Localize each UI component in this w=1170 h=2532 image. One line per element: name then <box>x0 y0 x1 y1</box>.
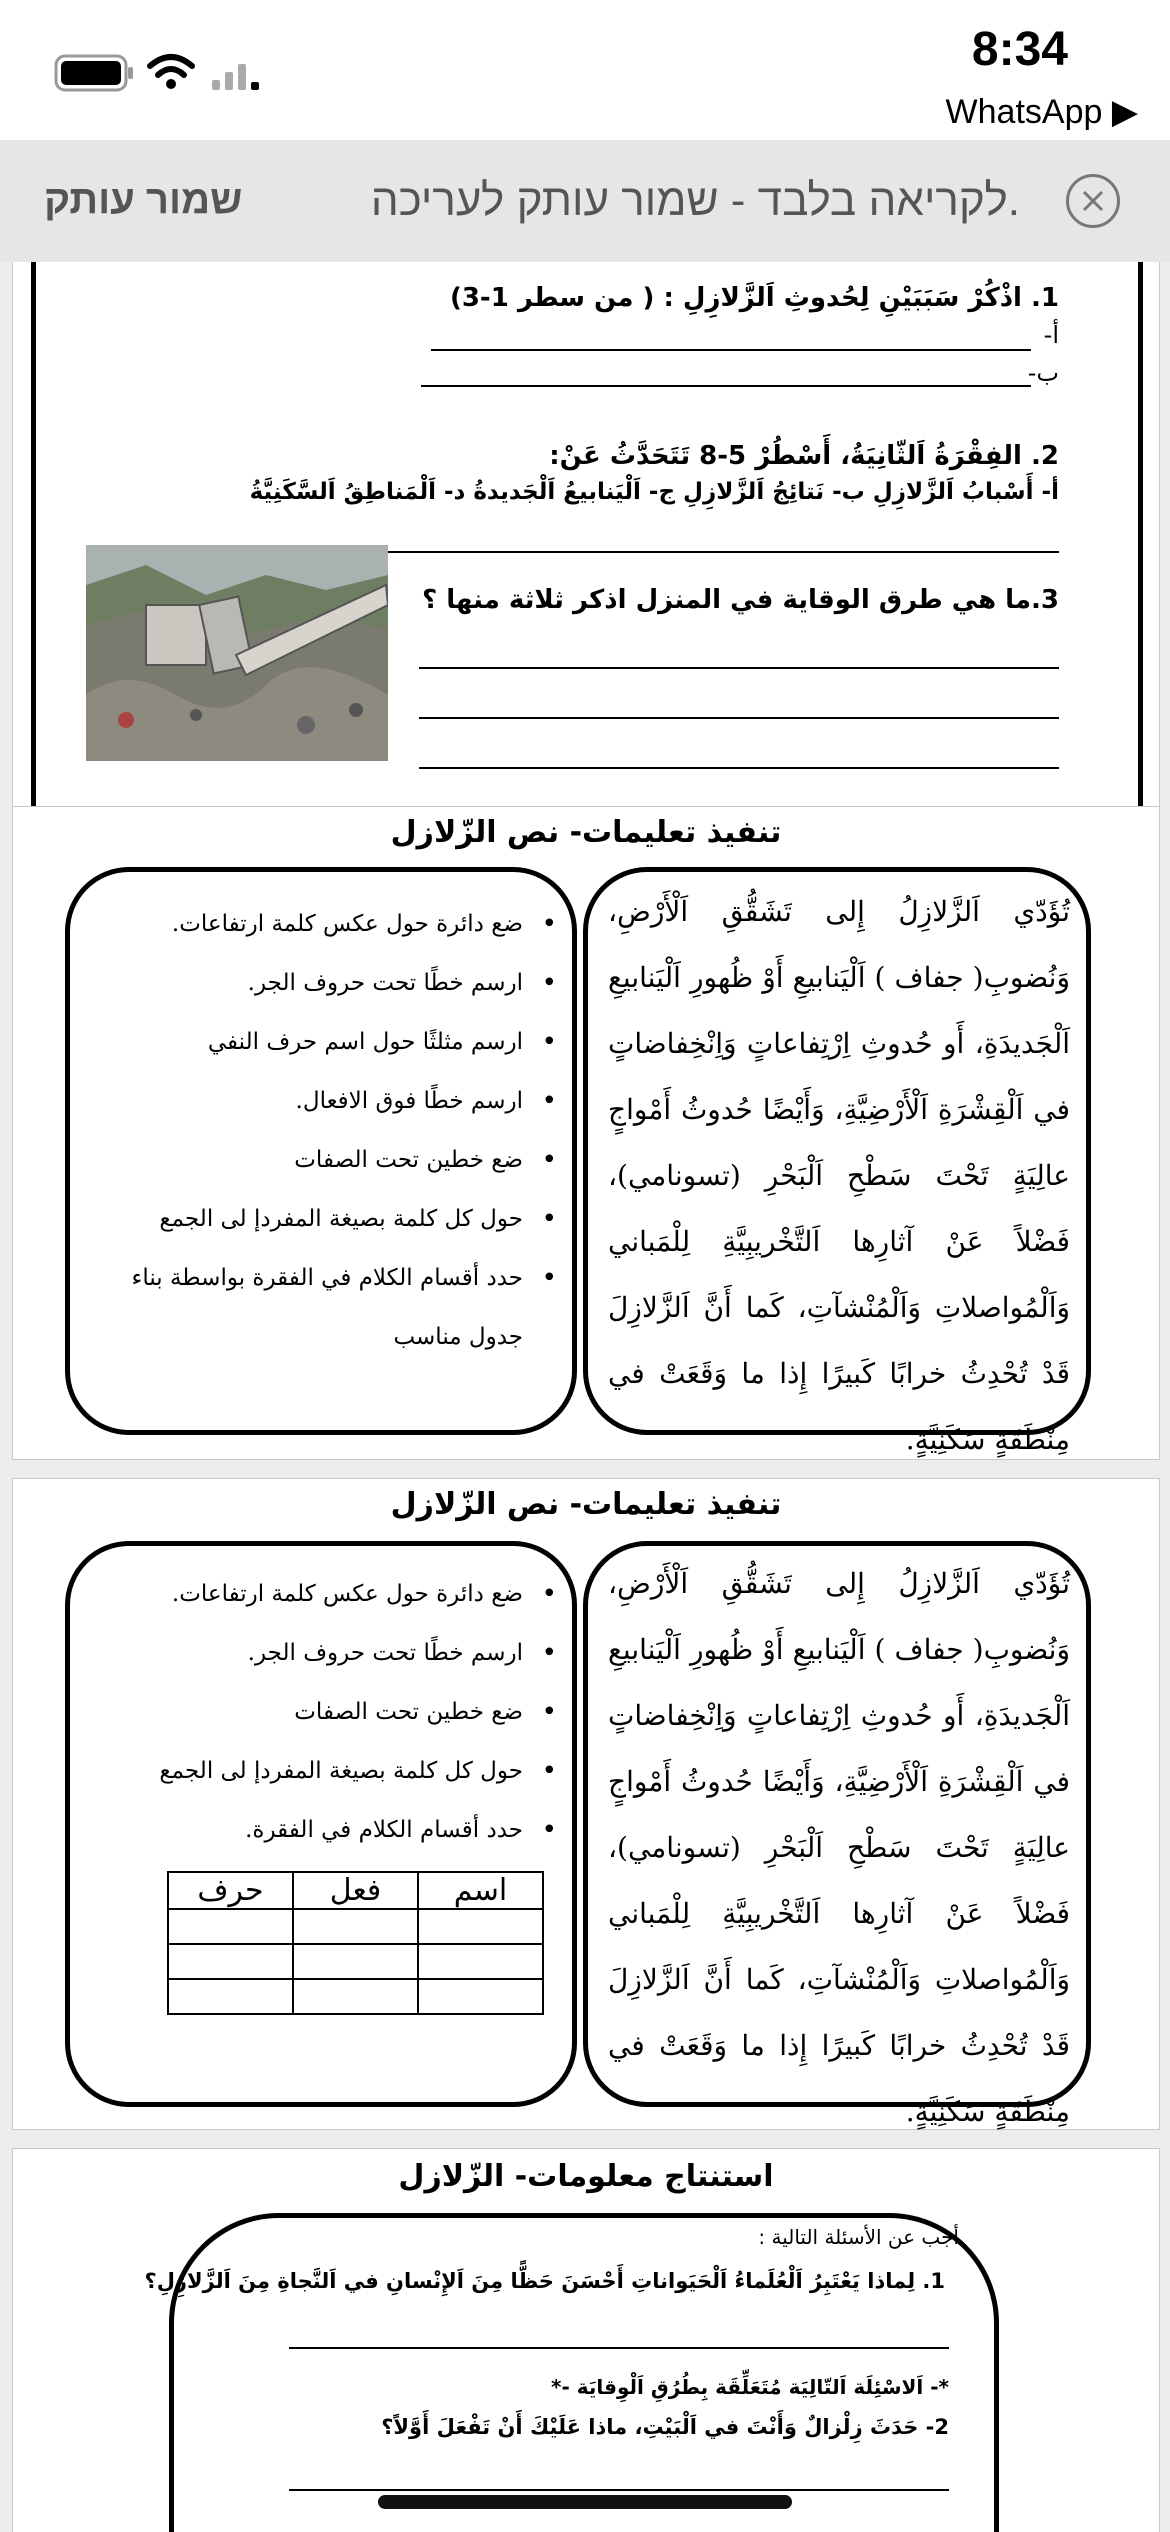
table-cell[interactable] <box>168 1909 293 1944</box>
questions-lead: أجب عن الأسئلة التالية : <box>758 2225 959 2249</box>
document-viewer[interactable] <box>0 262 1170 2532</box>
back-to-app-link[interactable]: WhatsApp ▶ <box>945 93 1138 131</box>
question-2: 2. الفِقْرَةُ اَلثّانِيَةُ، أَسْطُرْ 5-8 تَتَحَدَّثُ عَنْ: <box>549 441 1059 471</box>
section-title: تنفيذ تعليمات- نص الزّلازل <box>390 815 782 850</box>
read-only-banner <box>0 140 1170 264</box>
table-cell[interactable] <box>168 1944 293 1979</box>
table-cell[interactable] <box>418 1909 543 1944</box>
answer-line[interactable] <box>421 385 1031 387</box>
answer-line[interactable] <box>431 349 1031 351</box>
table-cell[interactable] <box>293 1979 418 2014</box>
clock: 8:34 <box>971 23 1068 76</box>
questions-frame <box>169 2213 999 2532</box>
question-3: 3.ما هي طرق الوقاية في المنزل اذكر ثلاثة منها ؟ <box>422 585 1059 615</box>
table-header-verb: فعل <box>293 1872 418 1909</box>
instruction-item: • ضع خطين تحت الصفات <box>113 1131 523 1190</box>
instruction-item: • ارسم خطًا تحت حروف الجر. <box>113 954 523 1013</box>
question-1-a-label: أ- <box>1043 321 1059 349</box>
table-cell[interactable] <box>418 1944 543 1979</box>
table-cell[interactable] <box>293 1909 418 1944</box>
status-bar <box>0 0 1170 140</box>
wifi-icon <box>146 52 196 90</box>
instructions-list <box>113 1565 557 1860</box>
prevention-note: *- اَلاسْئِلَة اَلتّالِيَة مُتَعَلِّقَة بِطُرُقِ اَلْوِقايَة -* <box>551 2375 949 2399</box>
instruction-item: • ارسم خطًا تحت حروف الجر. <box>113 1624 523 1683</box>
instruction-item: • حول كل كلمة بصيغة المفردإ لى الجمع <box>113 1190 523 1249</box>
section-title: تنفيذ تعليمات- نص الزّلازل <box>390 1487 782 1522</box>
question-1: 1. اذْكُرْ سَبَبَيْنِ لِحُدوثِ اَلزَّلازِلِ : ( من سطر 1-3) <box>449 283 1059 313</box>
table-cell[interactable] <box>418 1979 543 2014</box>
earthquake-photo <box>86 545 388 761</box>
passage-text: تُؤَدّي اَلزَّلازِلُ إِلى تَشَقُّقِ اَلْأَرْضِ، وَنُضوبِ( جفاف ) اَلْيَنابيعِ أَوْ ظُهورِ اَلْيَنابيعِ اَلْجَديدَةِ، أَو حُدوثِ اِرْتِفاعاتٍ وَاِنْخِفاضاتٍ في اَلْقِشْرَةِ اَلْأَرْضِيَّةِ، وَأَيْضًا حُدوثُ أَمْواجٍ عالِيَةٍ تَحْتَ سَطْحِ اَلْبَحْرِ (تسونامي)، فَضْلاً عَنْ آثارِها اَلتَّخْريبِيَّةِ لِلْمَباني وَاَلْمُواصلاتِ وَاَلْمُنْشآتِ، كَما أَنَّ اَلزَّلازِلَ قَدْ تُحْدِثُ خرابًا كَبيرًا إِذا ما وَقَعَتْ في مِنْطَقَةٍ سَكَنِيَّةٍ. <box>608 895 1070 1456</box>
answer-line[interactable] <box>289 2347 949 2349</box>
home-indicator[interactable] <box>378 2495 792 2509</box>
save-copy-button[interactable]: שמור עותק <box>44 178 243 222</box>
instruction-item: • ضع دائرة حول عكس كلمة ارتفاعات. <box>113 1565 523 1624</box>
instruction-item: • حدد أقسام الكلام في الفقرة. <box>113 1801 523 1860</box>
read-only-message: לקריאה בלבד - שמור עותק לעריכה. <box>370 176 1020 225</box>
question-1-b-label: ب- <box>1027 359 1059 387</box>
answer-line[interactable] <box>419 667 1059 669</box>
answer-line[interactable] <box>419 717 1059 719</box>
page-4 <box>12 2148 1160 2532</box>
instruction-item: • حدد أقسام الكلام في الفقرة بواسطة بناء جدول مناسب <box>113 1249 523 1367</box>
close-icon[interactable] <box>1066 174 1120 228</box>
section-title: استنتاج معلومات- الزّلازل <box>398 2159 774 2194</box>
cellular-signal-icon <box>210 56 266 92</box>
answer-line[interactable] <box>289 2489 949 2491</box>
answer-line[interactable] <box>419 767 1059 769</box>
table-cell[interactable] <box>168 1979 293 2014</box>
instructions-list <box>113 895 557 1367</box>
question-2-options: أ- أَسْبابُ اَلزَّلازِلِ ب- نَتائِجُ اَلزَّلازِلِ ج- اَلْيَنابيعُ اَلْجَديدةُ د- اَلْمَناطِقُ اَلسَّكَنِيَّةُ <box>249 479 1059 505</box>
passage-text: تُؤَدّي اَلزَّلازِلُ إِلى تَشَقُّقِ اَلْأَرْضِ، وَنُضوبِ( جفاف ) اَلْيَنابيعِ أَوْ ظُهورِ اَلْيَنابيعِ اَلْجَديدَةِ، أَو حُدوثِ اِرْتِفاعاتٍ وَاِنْخِفاضاتٍ في اَلْقِشْرَةِ اَلْأَرْضِيَّةِ، وَأَيْضًا حُدوثُ أَمْواجٍ عالِيَةٍ تَحْتَ سَطْحِ اَلْبَحْرِ (تسونامي)، فَضْلاً عَنْ آثارِها اَلتَّخْريبِيَّةِ لِلْمَباني وَاَلْمُواصلاتِ وَاَلْمُنْشآتِ، كَما أَنَّ اَلزَّلازِلَ قَدْ تُحْدِثُ خرابًا كَبيرًا إِذا ما وَقَعَتْ في مِنْطَقَةٍ سَكَنِيَّةٍ. <box>608 1567 1070 2128</box>
instruction-item: • ضع دائرة حول عكس كلمة ارتفاعات. <box>113 895 523 954</box>
instruction-item: • ارسم خطًا فوق الافعال. <box>113 1072 523 1131</box>
question-1: 1. لِماذا يَعْتَبِرُ اَلْعُلَماءُ اَلْحَيَواناتِ أَحْسَنَ حَظًّا مِنَ اَلإِنْسانِ في اَلنَّجاةِ مِنَ اَلزَّلازِلِ؟ <box>144 2269 945 2293</box>
parts-of-speech-table <box>167 1871 544 2015</box>
instruction-item: • ضع خطين تحت الصفات <box>113 1683 523 1742</box>
battery-icon <box>54 54 134 92</box>
table-header-particle: حرف <box>168 1872 293 1909</box>
table-cell[interactable] <box>293 1944 418 1979</box>
instruction-item: • حول كل كلمة بصيغة المفردإ لى الجمع <box>113 1742 523 1801</box>
instruction-item: • ارسم مثلثًا حول اسم حرف النفي <box>113 1013 523 1072</box>
question-2: 2- حَدَثَ زِلْزالٌ وَأَنْتَ في اَلْبَيْتِ، ماذا عَلَيْكَ أَنْ تَفْعَلَ أَوَّلاً؟ <box>381 2415 949 2439</box>
page-2 <box>12 806 1160 1460</box>
page-3 <box>12 1478 1160 2130</box>
answer-line[interactable] <box>359 551 1059 553</box>
table-header-noun: اسم <box>418 1872 543 1909</box>
